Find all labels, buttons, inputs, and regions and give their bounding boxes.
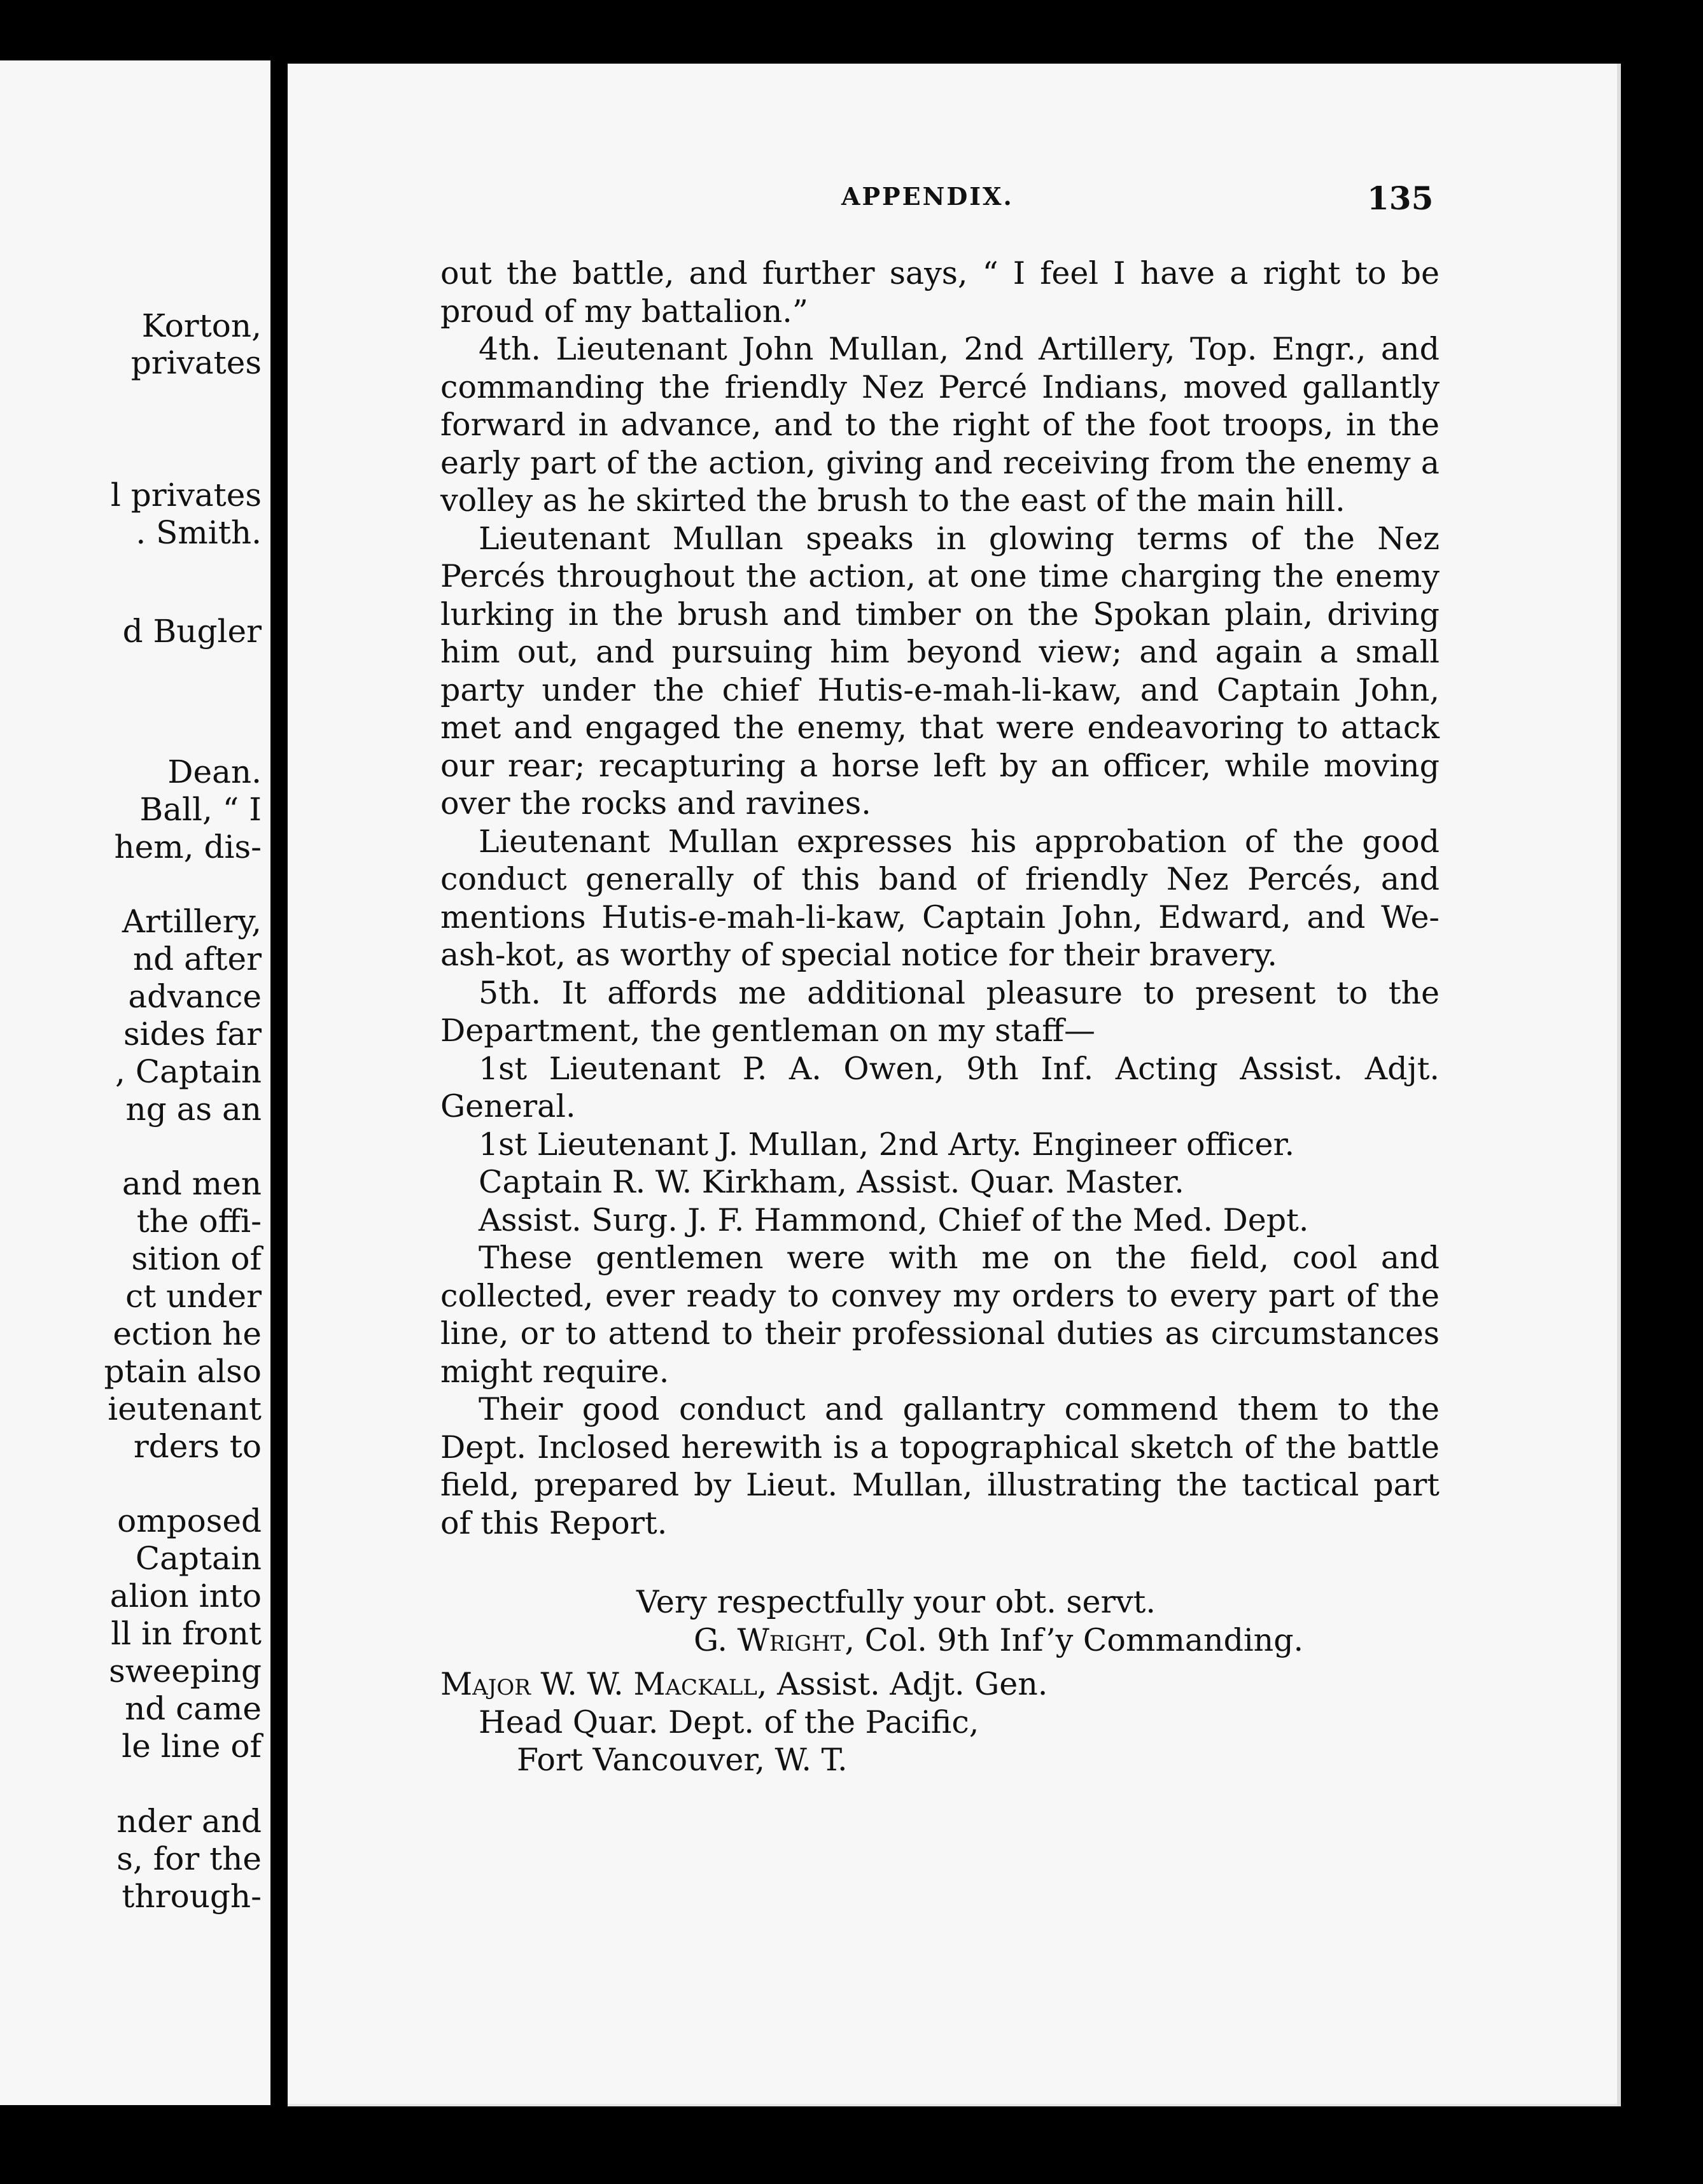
paragraph: Lieutenant Mullan expresses his approbation of the good conduct generally of this band of friendly Nez Percés, and mentions Hutis-e-mah-li-kaw, Captain John, Edward, and We-ash-kot, as worthy of special notice for their bravery. (440, 823, 1440, 973)
running-head: APPENDIX. (841, 182, 1014, 211)
book-gutter (270, 0, 288, 2184)
left-line: l privates (110, 477, 262, 514)
left-line: nd came (125, 1690, 262, 1727)
left-line: s, for the (116, 1840, 262, 1877)
closing-block (440, 1583, 1440, 1779)
paragraph: These gentlemen were with me on the field, cool and collected, ever ready to convey my orders to every part of the line, or to attend to their professional duties as circumstances might require. (440, 1240, 1440, 1390)
left-line: Captain (135, 1540, 262, 1577)
left-line: privates (130, 344, 262, 381)
addressee-initials: W. W. (530, 1666, 634, 1702)
signature-name: G. Wright, (694, 1621, 855, 1658)
signature (440, 1621, 1440, 1660)
left-line: the offi- (136, 1203, 262, 1240)
left-line: Dean. (167, 753, 262, 790)
left-facing-page (0, 60, 270, 2105)
page-number: 135 (1367, 179, 1434, 217)
address-line: Head Quar. Dept. of the Pacific, (479, 1704, 979, 1740)
paragraph: 5th. It affords me additional pleasure to present to the Department, the gentleman on my staff— (440, 974, 1440, 1049)
staff-entry: 1st Lieutenant J. Mullan, 2nd Arty. Engineer officer. (479, 1126, 1295, 1163)
addressee (440, 1665, 1440, 1704)
left-line: ll in front (111, 1615, 262, 1652)
staff-entry: Captain R. W. Kirkham, Assist. Quar. Master. (479, 1164, 1184, 1200)
left-line: Artillery, (122, 903, 262, 940)
left-line: omposed (117, 1502, 262, 1539)
left-line: through- (122, 1878, 262, 1915)
left-line: . Smith. (136, 514, 262, 551)
left-line: sition of (131, 1240, 262, 1277)
left-line: nder and (116, 1803, 262, 1840)
salutation: Very respectfully your obt. servt. (636, 1584, 1156, 1620)
left-line: ct under (125, 1278, 262, 1315)
addressee-title: Assist. Adjt. Gen. (767, 1666, 1048, 1702)
left-line: Korton, (141, 307, 262, 344)
left-line: nd after (132, 941, 262, 977)
page-header (0, 179, 1703, 218)
left-line: alion into (109, 1578, 262, 1614)
address-line: Fort Vancouver, W. T. (517, 1742, 848, 1778)
left-line: ng as an (125, 1091, 262, 1128)
paragraph: out the battle, and further says, “ I feel I have a right to be proud of my battalion.” (440, 255, 1440, 330)
left-line: rders to (133, 1428, 262, 1465)
addressee-rank: Major (440, 1666, 531, 1702)
left-line: , Captain (115, 1053, 262, 1090)
staff-entry: Assist. Surg. J. F. Hammond, Chief of the Med. Dept. (479, 1201, 1309, 1238)
addressee-surname: Mackall, (633, 1666, 767, 1702)
left-line: advance (128, 978, 262, 1015)
left-line: ieutenant (108, 1390, 262, 1427)
left-line: ptain also (104, 1353, 262, 1390)
paragraph: Their good conduct and gallantry commend them to the Dept. Inclosed herewith is a topographical sketch of the battle field, prepared by Lieut. Mullan, illustrating the tactical part of this Report. (440, 1391, 1440, 1541)
left-line: ection he (113, 1315, 262, 1352)
left-line: d Bugler (122, 613, 262, 650)
left-line: and men (122, 1165, 262, 1202)
left-line: sweeping (109, 1653, 262, 1690)
body-text (440, 255, 1440, 1542)
staff-entry: 1st Lieutenant P. A. Owen, 9th Inf. Acting Assist. Adjt. General. (440, 1050, 1440, 1124)
paragraph: 4th. Lieutenant John Mullan, 2nd Artillery, Top. Engr., and commanding the friendly Nez Percé Indians, moved gallantly forward in advance, and to the right of the foot troops, in the early part of the action, giving and receiving from the enemy a volley as he skirted the brush to the east of the main hill. (440, 331, 1440, 519)
signature-title: Col. 9th Inf’y Commanding. (855, 1621, 1304, 1658)
left-line: Ball, “ I (139, 791, 262, 828)
left-line: le line of (122, 1728, 262, 1765)
paragraph: Lieutenant Mullan speaks in glowing terms of the Nez Percés throughout the action, at one time charging the enemy lurking in the brush and timber on the Spokan plain, driving him out, and pursuing him beyond view; and again a small party under the chief Hutis-e-mah-li-kaw, and Captain John, met and engaged the enemy, that were endeavoring to attack our rear; recapturing a horse left by an officer, while moving over the rocks and ravines. (440, 520, 1440, 822)
left-line: sides far (123, 1016, 262, 1053)
left-line: hem, dis- (114, 829, 262, 865)
